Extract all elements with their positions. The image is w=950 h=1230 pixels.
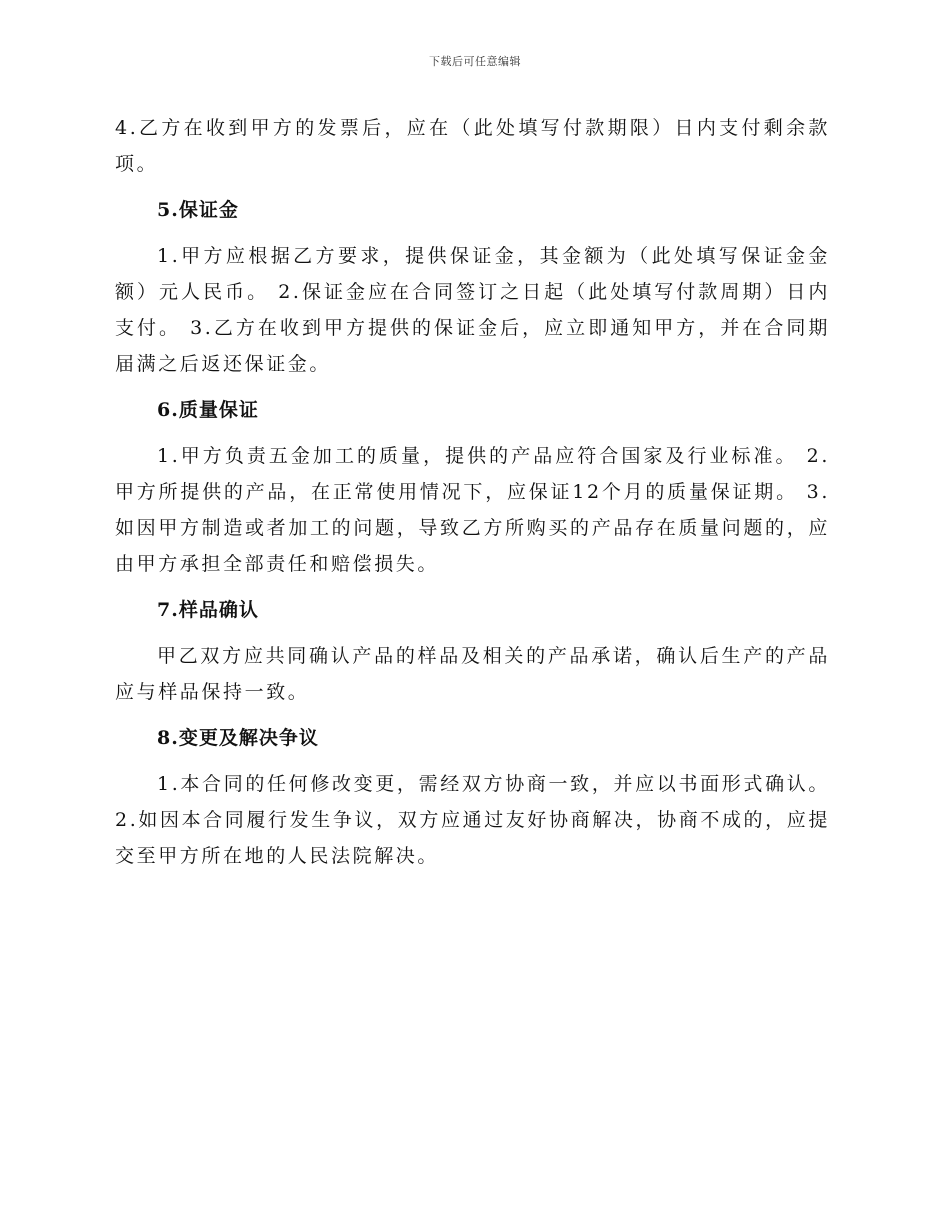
section-dispute-resolution — [115, 720, 830, 874]
page-header: 下载后可任意编辑 — [429, 55, 521, 68]
paragraph-payment-term: 4.乙方在收到甲方的发票后，应在（此处填写付款期限）日内支付剩余款项。 — [115, 117, 830, 175]
section-heading-sample-confirmation: 7.样品确认 — [157, 599, 259, 621]
section-heading-deposit: 5.保证金 — [157, 199, 239, 221]
section-body-quality-guarantee: 1.甲方负责五金加工的质量，提供的产品应符合国家及行业标准。 2.甲方所提供的产品，在正常使用情况下，应保证12个月的质量保证期。 3.如因甲方制造或者加工的问题，导致乙方所购买的产品存在质量问题的，应由甲方承担全部责任和赔偿损失。 — [115, 445, 830, 575]
section-deposit — [115, 192, 830, 382]
section-body-dispute-resolution: 1.本合同的任何修改变更，需经双方协商一致，并应以书面形式确认。2.如因本合同履行发生争议，双方应通过友好协商解决，协商不成的，应提交至甲方所在地的人民法院解决。 — [115, 773, 830, 867]
section-heading-dispute-resolution: 8.变更及解决争议 — [157, 727, 319, 749]
document-body — [115, 110, 830, 874]
section-sample-confirmation — [115, 592, 830, 710]
section-body-sample-confirmation: 甲乙双方应共同确认产品的样品及相关的产品承诺，确认后生产的产品应与样品保持一致。 — [115, 645, 830, 703]
section-body-deposit: 1.甲方应根据乙方要求，提供保证金，其金额为（此处填写保证金金额）元人民币。 2.保证金应在合同签订之日起（此处填写付款周期）日内支付。 3.乙方在收到甲方提供的保证金后，应立即通知甲方，并在合同期届满之后返还保证金。 — [115, 245, 830, 375]
section-heading-quality-guarantee: 6.质量保证 — [157, 399, 259, 421]
section-quality-guarantee — [115, 392, 830, 582]
